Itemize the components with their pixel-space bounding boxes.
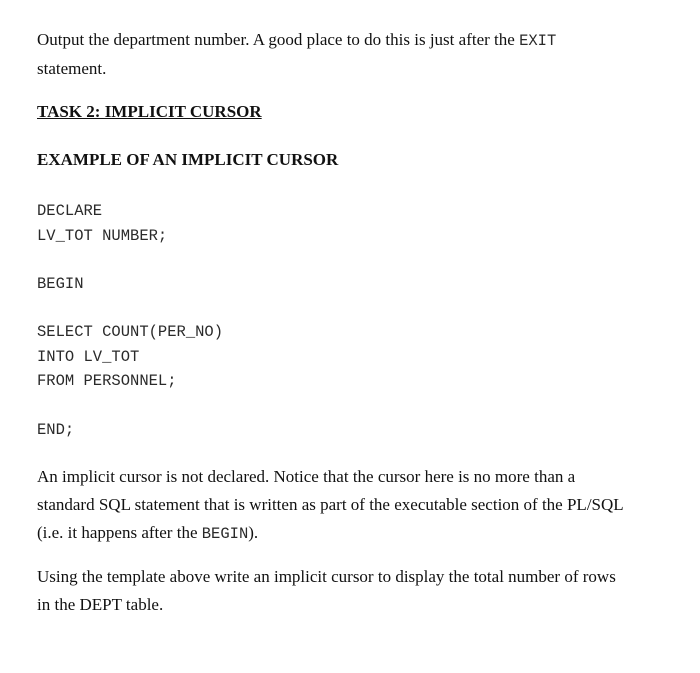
begin-keyword: BEGIN bbox=[201, 525, 249, 543]
intro-line-2: statement. bbox=[37, 59, 107, 78]
instruction-line-2: in the DEPT table. bbox=[37, 595, 164, 614]
code-var-declaration: LV_TOT NUMBER; bbox=[37, 227, 168, 245]
code-begin: BEGIN bbox=[37, 275, 84, 293]
intro-paragraph bbox=[37, 26, 677, 83]
instruction-line-1: Using the template above write an implicit cursor to display the total number of rows bbox=[37, 567, 616, 586]
intro-line-1 bbox=[37, 26, 677, 55]
explanation-line-1: An implicit cursor is not declared. Notice that the cursor here is no more than a bbox=[37, 467, 576, 486]
document-page bbox=[37, 0, 677, 673]
code-end: END; bbox=[37, 421, 75, 439]
code-select: SELECT COUNT(PER_NO) bbox=[37, 323, 224, 341]
explanation-text: (i.e. it happens after the bbox=[37, 523, 202, 542]
explanation-line-2: standard SQL statement that is written as part of the executable section of the PL/SQL bbox=[37, 495, 624, 514]
code-into: INTO LV_TOT bbox=[37, 348, 140, 366]
explanation-paragraph bbox=[37, 463, 677, 548]
task-heading: TASK 2: IMPLICIT CURSOR bbox=[37, 102, 262, 121]
code-declare: DECLARE bbox=[37, 202, 103, 220]
instruction-paragraph bbox=[37, 563, 677, 619]
example-heading: EXAMPLE OF AN IMPLICIT CURSOR bbox=[37, 150, 339, 169]
intro-text: Output the department number. A good place to do this is just after the bbox=[37, 30, 520, 49]
explanation-text-end: ). bbox=[248, 523, 259, 542]
code-from: FROM PERSONNEL; bbox=[37, 372, 177, 390]
exit-keyword: EXIT bbox=[519, 32, 557, 50]
explanation-line-3 bbox=[37, 519, 677, 548]
